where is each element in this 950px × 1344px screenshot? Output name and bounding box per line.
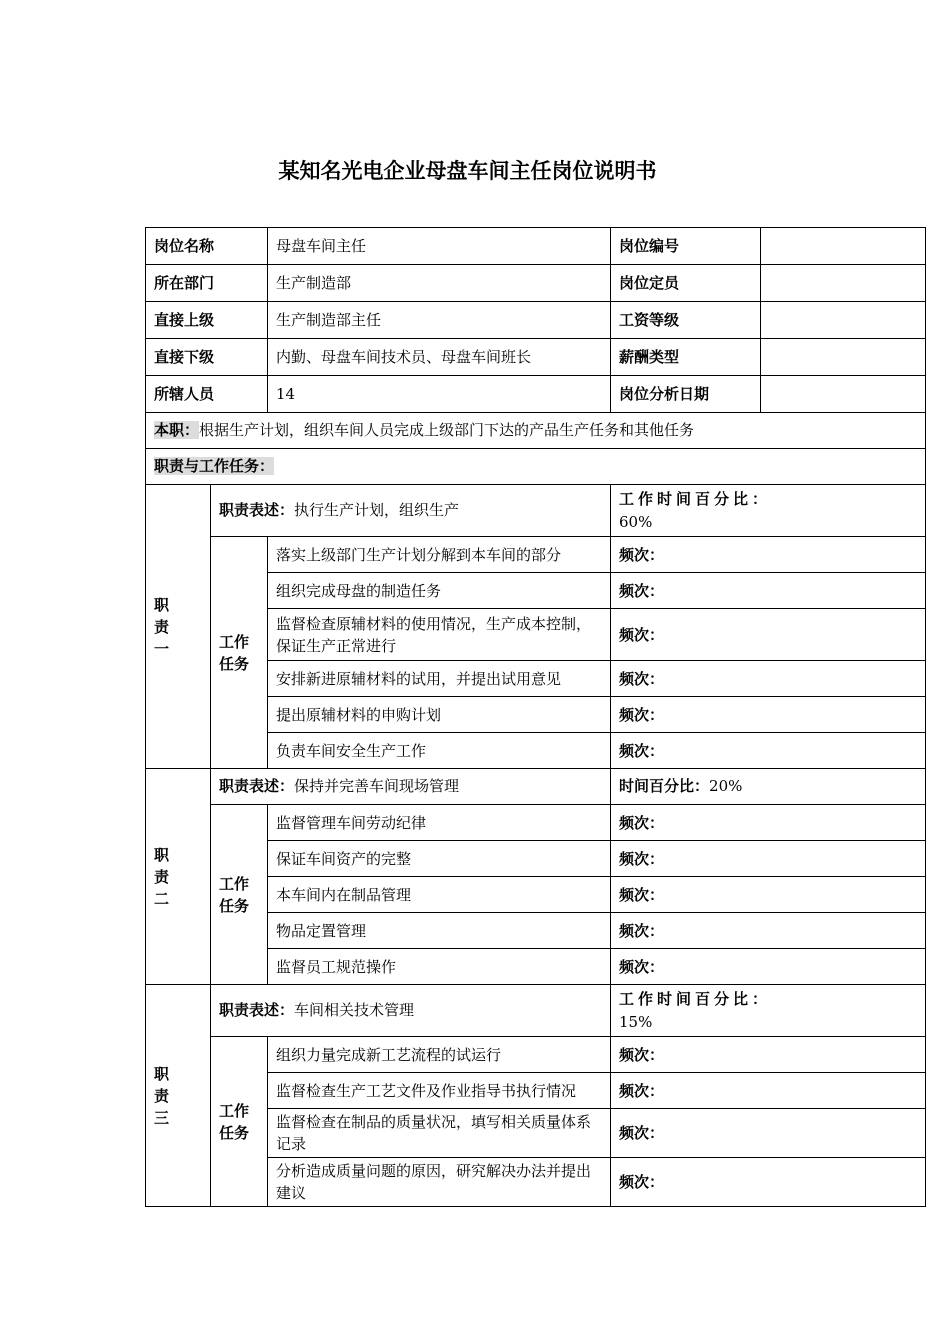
core-duty-text: 根据生产计划，组织车间人员完成上级部门下达的产品生产任务和其他任务 — [199, 421, 695, 439]
subordinates-value: 内勤、母盘车间技术员、母盘车间班长 — [268, 339, 611, 376]
position-name-label: 岗位名称 — [146, 228, 268, 265]
duty-description: 职责表述：执行生产计划，组织生产 — [211, 485, 611, 537]
task-text: 物品定置管理 — [268, 913, 611, 949]
department-value: 生产制造部 — [268, 265, 611, 302]
position-name-value: 母盘车间主任 — [268, 228, 611, 265]
department-label: 所在部门 — [146, 265, 268, 302]
duty-description: 职责表述：保持并完善车间现场管理 — [211, 769, 611, 805]
task-frequency: 频次： — [611, 1073, 926, 1109]
analysis-date-label: 岗位分析日期 — [611, 376, 761, 413]
wage-grade-label: 工资等级 — [611, 302, 761, 339]
duty-desc-row — [146, 485, 926, 537]
duty-desc-row — [146, 769, 926, 805]
duty-time-percent: 时间百分比：20% — [611, 769, 926, 805]
task-row — [146, 537, 926, 573]
job-description-table — [145, 227, 926, 1207]
task-text: 组织力量完成新工艺流程的试运行 — [268, 1037, 611, 1073]
task-frequency: 频次： — [611, 949, 926, 985]
task-label: 工作 任务 — [211, 537, 268, 769]
task-frequency: 频次： — [611, 537, 926, 573]
duty-time-percent: 工作时间百分比： 60% — [611, 485, 926, 537]
task-text: 分析造成质量问题的原因，研究解决办法并提出建议 — [268, 1158, 611, 1207]
task-row — [146, 1037, 926, 1073]
core-duty-row — [146, 413, 926, 449]
task-text: 落实上级部门生产计划分解到本车间的部分 — [268, 537, 611, 573]
duty-label: 职 责 二 — [146, 769, 211, 985]
staff-label: 所辖人员 — [146, 376, 268, 413]
task-row — [146, 805, 926, 841]
core-duty-label: 本职： — [154, 421, 200, 439]
task-text: 监督检查在制品的质量状况，填写相关质量体系记录 — [268, 1109, 611, 1158]
task-frequency: 频次： — [611, 697, 926, 733]
task-frequency: 频次： — [611, 1109, 926, 1158]
headcount-value — [761, 265, 926, 302]
duty-description: 职责表述：车间相关技术管理 — [211, 985, 611, 1037]
subordinates-label: 直接下级 — [146, 339, 268, 376]
position-code-label: 岗位编号 — [611, 228, 761, 265]
info-row — [146, 302, 926, 339]
task-frequency: 频次： — [611, 841, 926, 877]
wage-grade-value — [761, 302, 926, 339]
info-row — [146, 376, 926, 413]
task-frequency: 频次： — [611, 573, 926, 609]
task-text: 安排新进原辅材料的试用，并提出试用意见 — [268, 661, 611, 697]
task-text: 监督检查生产工艺文件及作业指导书执行情况 — [268, 1073, 611, 1109]
task-frequency: 频次： — [611, 877, 926, 913]
task-text: 组织完成母盘的制造任务 — [268, 573, 611, 609]
task-text: 监督员工规范操作 — [268, 949, 611, 985]
info-row — [146, 228, 926, 265]
task-frequency: 频次： — [611, 1158, 926, 1207]
superior-value: 生产制造部主任 — [268, 302, 611, 339]
task-text: 监督检查原辅材料的使用情况，生产成本控制，保证生产正常进行 — [268, 609, 611, 661]
task-frequency: 频次： — [611, 805, 926, 841]
task-label: 工作 任务 — [211, 805, 268, 985]
analysis-date-value — [761, 376, 926, 413]
superior-label: 直接上级 — [146, 302, 268, 339]
duty-label: 职 责 三 — [146, 985, 211, 1207]
task-frequency: 频次： — [611, 661, 926, 697]
position-code-value — [761, 228, 926, 265]
headcount-label: 岗位定员 — [611, 265, 761, 302]
task-text: 本车间内在制品管理 — [268, 877, 611, 913]
duty-time-percent: 工作时间百分比： 15% — [611, 985, 926, 1037]
duties-header-cell — [146, 449, 926, 485]
salary-type-value — [761, 339, 926, 376]
salary-type-label: 薪酬类型 — [611, 339, 761, 376]
duty-label: 职 责 一 — [146, 485, 211, 769]
info-row — [146, 339, 926, 376]
task-text: 负责车间安全生产工作 — [268, 733, 611, 769]
task-frequency: 频次： — [611, 609, 926, 661]
task-frequency: 频次： — [611, 913, 926, 949]
core-duty-cell — [146, 413, 926, 449]
task-label: 工作 任务 — [211, 1037, 268, 1207]
duties-header: 职责与工作任务： — [154, 457, 275, 475]
task-text: 保证车间资产的完整 — [268, 841, 611, 877]
task-frequency: 频次： — [611, 1037, 926, 1073]
task-text: 提出原辅材料的申购计划 — [268, 697, 611, 733]
duties-header-row — [146, 449, 926, 485]
task-text: 监督管理车间劳动纪律 — [268, 805, 611, 841]
info-row — [146, 265, 926, 302]
page-title: 某知名光电企业母盘车间主任岗位说明书 — [278, 159, 657, 183]
task-frequency: 频次： — [611, 733, 926, 769]
staff-value: 14 — [268, 376, 611, 413]
duty-desc-row — [146, 985, 926, 1037]
